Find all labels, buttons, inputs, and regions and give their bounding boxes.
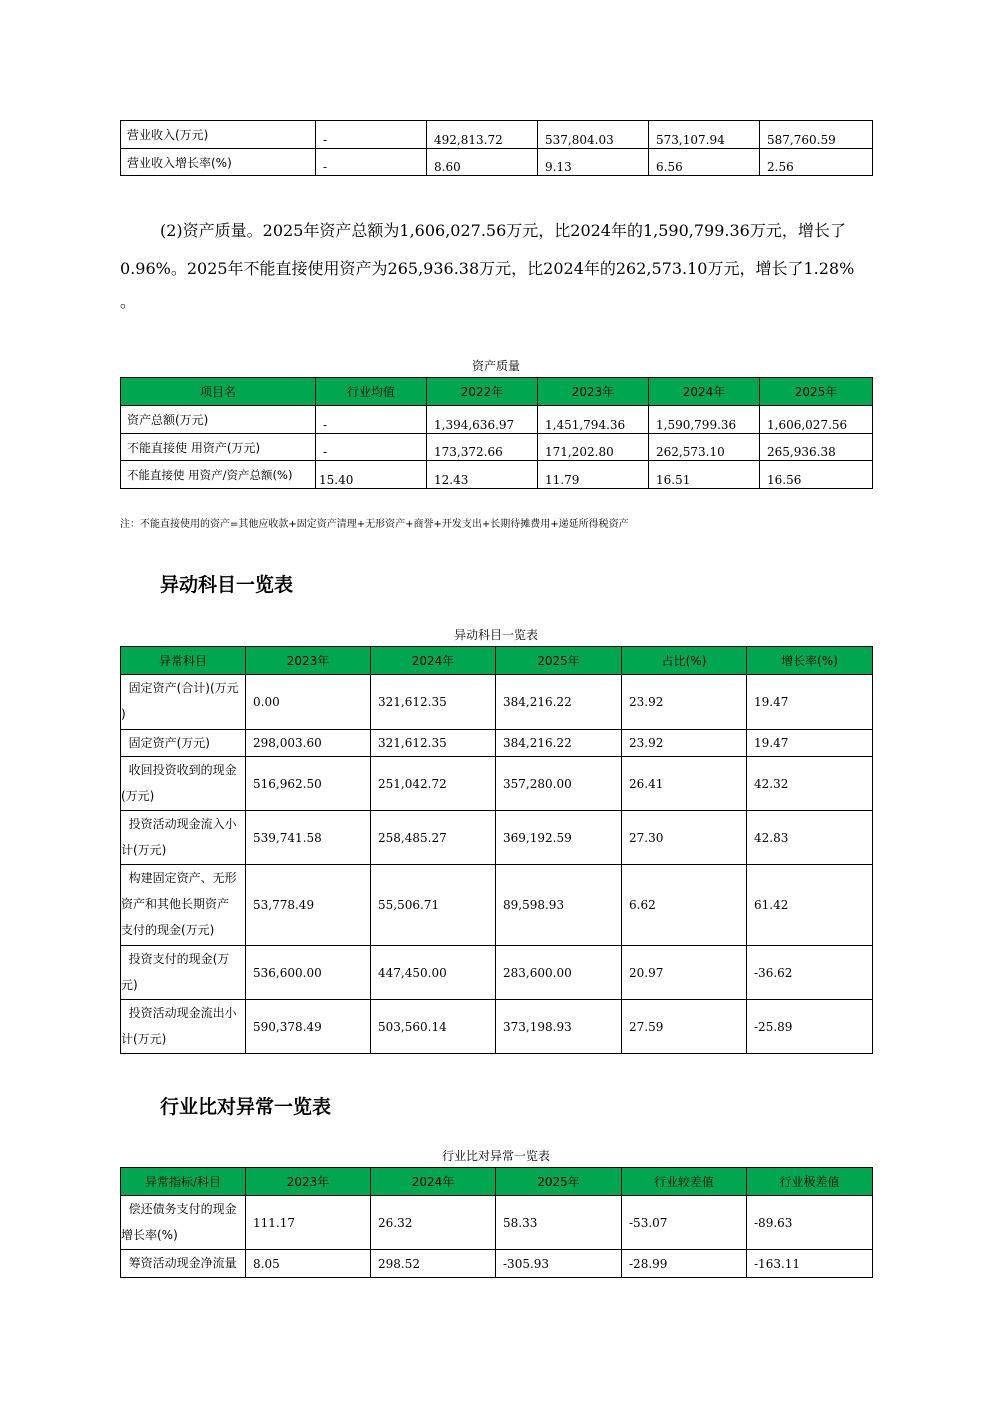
row-label-line: 筹资活动现金净流量 — [121, 1256, 237, 1270]
cell: - — [316, 121, 427, 149]
cell: 373,198.93 — [496, 1000, 622, 1054]
cell: 111.17 — [246, 1196, 371, 1250]
paragraph-line: 。 — [120, 292, 137, 311]
table-header-row — [121, 1168, 873, 1196]
row-label-line: 构建固定资产、无形 — [121, 871, 237, 885]
row-label: 营业收入增长率(%) — [121, 149, 316, 176]
row-label-line: 增长率(%) — [121, 1228, 178, 1242]
cell: 587,760.59 — [760, 121, 873, 149]
row-label — [121, 1000, 246, 1054]
cell: 539,741.58 — [246, 811, 371, 865]
cell: - — [316, 406, 427, 434]
cell: 447,450.00 — [371, 946, 496, 1000]
cell: 537,804.03 — [538, 121, 649, 149]
cell: 8.05 — [246, 1250, 371, 1278]
cell: 61.42 — [747, 865, 873, 946]
cell: 503,560.14 — [371, 1000, 496, 1054]
cell: 27.59 — [622, 1000, 747, 1054]
cell: 89,598.93 — [496, 865, 622, 946]
table-row — [121, 1196, 873, 1250]
cell: 265,936.38 — [760, 434, 873, 461]
row-label — [121, 1250, 246, 1278]
column-header: 项目名 — [121, 378, 316, 406]
column-header: 2024年 — [649, 378, 760, 406]
row-label-line: 计(万元) — [121, 1032, 167, 1046]
row-label: 营业收入(万元) — [121, 121, 316, 149]
row-label — [121, 757, 246, 811]
cell: 16.56 — [760, 461, 873, 489]
industry-comparison-table — [120, 1167, 873, 1278]
cell: 27.30 — [622, 811, 747, 865]
table-caption: 资产质量 — [471, 359, 520, 373]
cell: 19.47 — [747, 730, 873, 757]
cell: 283,600.00 — [496, 946, 622, 1000]
table-row — [121, 675, 873, 730]
cell: 369,192.59 — [496, 811, 622, 865]
table-row — [121, 1250, 873, 1278]
table-row — [121, 946, 873, 1000]
cell: 55,506.71 — [371, 865, 496, 946]
table-row — [121, 406, 873, 434]
row-label-line: 收回投资收到的现金 — [121, 763, 237, 777]
cell: 23.92 — [622, 675, 747, 730]
table-caption: 异动科目一览表 — [453, 628, 538, 642]
row-label-line: (万元) — [121, 789, 155, 803]
cell: 23.92 — [622, 730, 747, 757]
cell: 262,573.10 — [649, 434, 760, 461]
table-row — [121, 811, 873, 865]
row-label-line: 投资支付的现金(万 — [121, 952, 230, 966]
row-label-line: ) — [121, 707, 126, 721]
cell: 20.97 — [622, 946, 747, 1000]
cell: 384,216.22 — [496, 675, 622, 730]
cell: 16.51 — [649, 461, 760, 489]
row-label-line: 固定资产(合计)(万元 — [121, 681, 239, 695]
cell: 516,962.50 — [246, 757, 371, 811]
row-label-line: 资产和其他长期资产 — [121, 897, 230, 911]
table-note: 注：不能直接使用的资产=其他应收款+固定资产清理+无形资产+商誉+开发支出+长期待摊费用+递延所得税资产 — [120, 519, 629, 530]
cell: 42.83 — [747, 811, 873, 865]
cell: 298.52 — [371, 1250, 496, 1278]
column-header: 2024年 — [371, 647, 496, 675]
table-row — [121, 461, 873, 489]
cell: 1,606,027.56 — [760, 406, 873, 434]
abnormal-items-table — [120, 646, 873, 1054]
table-row — [121, 1000, 873, 1054]
cell: 2.56 — [760, 149, 873, 176]
cell: 1,451,794.36 — [538, 406, 649, 434]
column-header: 2025年 — [496, 647, 622, 675]
table-row — [121, 434, 873, 461]
column-header: 2023年 — [538, 378, 649, 406]
cell: -28.99 — [622, 1250, 747, 1278]
cell: - — [316, 149, 427, 176]
column-header: 占比(%) — [622, 647, 747, 675]
row-label-line: 投资活动现金流出小 — [121, 1006, 237, 1020]
column-header: 2023年 — [246, 1168, 371, 1196]
cell: 590,378.49 — [246, 1000, 371, 1054]
table-row — [121, 121, 873, 149]
column-header: 2025年 — [760, 378, 873, 406]
row-label-line: 计(万元) — [121, 843, 167, 857]
row-label — [121, 675, 246, 730]
column-header: 2025年 — [496, 1168, 622, 1196]
cell: 0.00 — [246, 675, 371, 730]
row-label: 不能直接使 用资产/资产总额(%) — [121, 461, 316, 489]
cell: 1,394,636.97 — [427, 406, 538, 434]
section-heading: 行业比对异常一览表 — [160, 1096, 332, 1118]
row-label-line: 元) — [121, 978, 138, 992]
column-header: 行业均值 — [316, 378, 427, 406]
row-label — [121, 865, 246, 946]
column-header: 异常科目 — [121, 647, 246, 675]
cell: 26.41 — [622, 757, 747, 811]
cell: 19.47 — [747, 675, 873, 730]
row-label — [121, 1196, 246, 1250]
cell: 384,216.22 — [496, 730, 622, 757]
row-label: 不能直接使 用资产(万元) — [121, 434, 316, 461]
cell: 8.60 — [427, 149, 538, 176]
cell: 15.40 — [316, 461, 427, 489]
cell: -36.62 — [747, 946, 873, 1000]
cell: 258,485.27 — [371, 811, 496, 865]
cell: 6.62 — [622, 865, 747, 946]
row-label: 资产总额(万元) — [121, 406, 316, 434]
cell: 298,003.60 — [246, 730, 371, 757]
cell: 536,600.00 — [246, 946, 371, 1000]
table-row — [121, 149, 873, 176]
column-header: 2022年 — [427, 378, 538, 406]
row-label-line: 偿还债务支付的现金 — [121, 1202, 237, 1216]
cell: 26.32 — [371, 1196, 496, 1250]
cell: 53,778.49 — [246, 865, 371, 946]
row-label — [121, 811, 246, 865]
cell: - — [316, 434, 427, 461]
column-header: 行业极差值 — [747, 1168, 873, 1196]
section-heading: 异动科目一览表 — [160, 574, 294, 596]
cell: -53.07 — [622, 1196, 747, 1250]
cell: 11.79 — [538, 461, 649, 489]
table-row — [121, 865, 873, 946]
cell: 251,042.72 — [371, 757, 496, 811]
table-caption: 行业比对异常一览表 — [441, 1149, 550, 1163]
cell: 42.32 — [747, 757, 873, 811]
cell: -89.63 — [747, 1196, 873, 1250]
table-header-row — [121, 647, 873, 675]
revenue-table — [120, 120, 873, 176]
cell: 573,107.94 — [649, 121, 760, 149]
row-label — [121, 946, 246, 1000]
column-header: 行业较差值 — [622, 1168, 747, 1196]
asset-quality-paragraph — [120, 212, 874, 316]
row-label-line: 支付的现金(万元) — [121, 923, 215, 937]
cell: 58.33 — [496, 1196, 622, 1250]
cell: 9.13 — [538, 149, 649, 176]
cell: 1,590,799.36 — [649, 406, 760, 434]
paragraph-line: 0.96%。2025年不能直接使用资产为265,936.38万元，比2024年的262,573.10万元，增长了1.28% — [120, 259, 855, 278]
cell: 12.43 — [427, 461, 538, 489]
row-label-line: 投资活动现金流入小 — [121, 817, 237, 831]
cell: 321,612.35 — [371, 730, 496, 757]
column-header: 异常指标/科目 — [121, 1168, 246, 1196]
column-header: 增长率(%) — [747, 647, 873, 675]
asset-quality-table — [120, 377, 873, 489]
column-header: 2024年 — [371, 1168, 496, 1196]
cell: 492,813.72 — [427, 121, 538, 149]
paragraph-line: (2)资产质量。2025年资产总额为1,606,027.56万元，比2024年的1,590,799.36万元，增长了 — [160, 221, 846, 240]
column-header: 2023年 — [246, 647, 371, 675]
cell: 6.56 — [649, 149, 760, 176]
table-row — [121, 757, 873, 811]
cell: -25.89 — [747, 1000, 873, 1054]
cell: 173,372.66 — [427, 434, 538, 461]
cell: 321,612.35 — [371, 675, 496, 730]
table-row — [121, 730, 873, 757]
cell: -305.93 — [496, 1250, 622, 1278]
row-label — [121, 730, 246, 757]
cell: 357,280.00 — [496, 757, 622, 811]
cell: -163.11 — [747, 1250, 873, 1278]
table-header-row — [121, 378, 873, 406]
cell: 171,202.80 — [538, 434, 649, 461]
row-label-line: 固定资产(万元) — [121, 736, 210, 750]
